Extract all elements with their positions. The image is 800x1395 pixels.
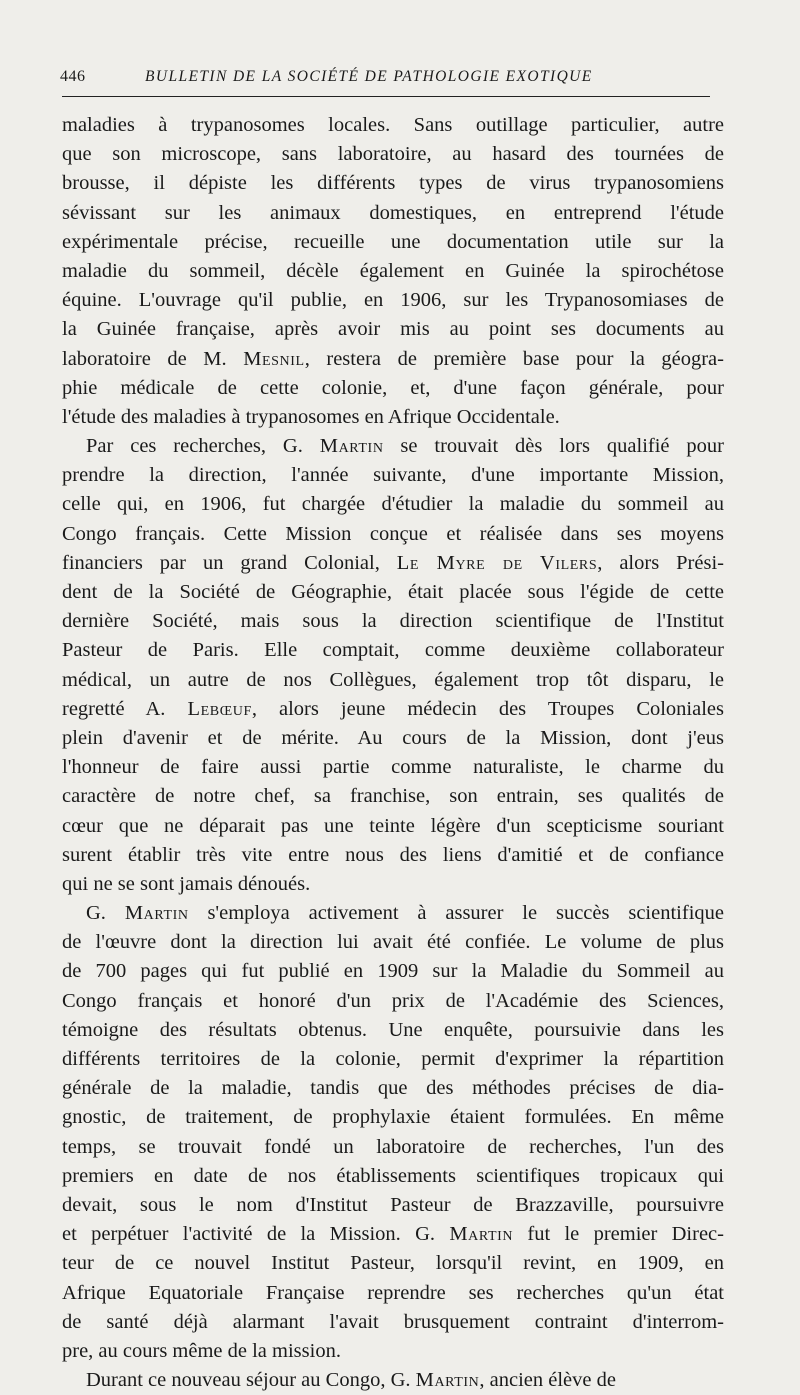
text-line	[62, 140, 724, 169]
small-caps-name: Lebœuf	[187, 697, 252, 720]
text-line	[62, 111, 724, 140]
text-line	[62, 169, 724, 198]
header-rule	[62, 96, 710, 97]
body-text	[62, 111, 724, 1395]
text-line	[62, 870, 724, 899]
text-line	[62, 578, 724, 607]
text-run: maladie du sommeil, décèle également en Guinée la spirochétose	[62, 259, 724, 282]
text-run: Par ces recherches, G.	[86, 435, 320, 458]
text-run: prendre la direction, l'année suivante, d'une importante Mission,	[62, 464, 724, 487]
text-run: , restera de première base pour la géogra-	[304, 347, 724, 370]
text-run: l'honneur de faire aussi partie comme naturaliste, le charme du	[62, 756, 724, 779]
text-line	[62, 432, 724, 461]
text-line	[62, 199, 724, 228]
text-line	[62, 1279, 724, 1308]
text-line	[62, 841, 724, 870]
text-run: fut le premier Direc-	[513, 1223, 724, 1246]
text-line	[62, 899, 724, 928]
text-line	[62, 1308, 724, 1337]
text-run: la Guinée française, après avoir mis au point ses documents au	[62, 318, 724, 341]
text-line	[62, 286, 724, 315]
small-caps-name: Mesnil	[243, 347, 305, 370]
small-caps-name: Martin	[415, 1369, 480, 1392]
text-run: brousse, il dépiste les différents types de virus trypanosomiens	[62, 172, 724, 195]
text-run: devait, sous le nom d'Institut Pasteur de Brazzaville, poursuivre	[62, 1193, 724, 1216]
text-line	[62, 403, 724, 432]
text-run: financiers par un grand Colonial,	[62, 551, 397, 574]
small-caps-name: Martin	[124, 902, 189, 925]
text-run: Afrique Equatoriale Française reprendre ses recherches qu'un état	[62, 1281, 724, 1304]
text-line	[62, 724, 724, 753]
text-line	[62, 782, 724, 811]
text-run: phie médicale de cette colonie, et, d'une façon générale, pour	[62, 376, 724, 399]
text-run: Congo français et honoré d'un prix de l'Académie des Sciences,	[62, 989, 724, 1012]
text-run: plein d'avenir et de mérite. Au cours de la Mission, dont j'eus	[62, 726, 724, 749]
text-run: pre, au cours même de la mission.	[62, 1339, 341, 1362]
text-line	[62, 374, 724, 403]
page-number: 446	[60, 68, 86, 85]
text-line	[62, 812, 724, 841]
text-run: que son microscope, sans laboratoire, au hasard des tournées de	[62, 143, 724, 166]
text-line	[62, 987, 724, 1016]
page-header	[60, 62, 720, 92]
text-line	[62, 1249, 724, 1278]
text-line	[62, 1016, 724, 1045]
small-caps-name: Martin	[319, 435, 384, 458]
text-run: G.	[86, 902, 125, 925]
text-line	[62, 636, 724, 665]
text-line	[62, 345, 724, 374]
text-line	[62, 607, 724, 636]
text-run: dernière Société, mais sous la direction scientifique de l'Institut	[62, 610, 724, 633]
text-run: et perpétuer l'activité de la Mission. G.	[62, 1223, 450, 1246]
text-line	[62, 957, 724, 986]
small-caps-name: Martin	[449, 1223, 514, 1246]
text-run: , alors jeune médecin des Troupes Coloniales	[251, 697, 724, 720]
text-run: de l'œuvre dont la direction lui avait été confiée. Le volume de plus	[62, 931, 724, 954]
text-run: , ancien élève de	[479, 1369, 616, 1392]
text-line	[62, 753, 724, 782]
text-run: qui ne se sont jamais dénoués.	[62, 872, 311, 895]
text-line	[62, 1162, 724, 1191]
text-line	[62, 228, 724, 257]
text-run: Durant ce nouveau séjour au Congo, G.	[86, 1369, 416, 1392]
text-line	[62, 695, 724, 724]
text-run: laboratoire de M.	[62, 347, 244, 370]
text-run: caractère de notre chef, sa franchise, son entrain, ses qualités de	[62, 785, 724, 808]
text-run: sévissant sur les animaux domestiques, en entreprend l'étude	[62, 201, 724, 224]
running-title: BULLETIN DE LA SOCIÉTÉ DE PATHOLOGIE EXOTIQUE	[145, 68, 593, 85]
text-line	[62, 928, 724, 957]
text-run: médical, un autre de nos Collègues, également trop tôt disparu, le	[62, 668, 724, 691]
text-line	[62, 666, 724, 695]
text-run: l'étude des maladies à trypanosomes en Afrique Occidentale.	[62, 405, 560, 428]
text-line	[62, 549, 724, 578]
text-run: générale de la maladie, tandis que des méthodes précises de dia-	[62, 1077, 724, 1100]
text-run: Pasteur de Paris. Elle comptait, comme deuxième collaborateur	[62, 639, 724, 662]
text-run: se trouvait dès lors qualifié pour	[383, 435, 724, 458]
text-line	[62, 1074, 724, 1103]
text-run: de 700 pages qui fut publié en 1909 sur la Maladie du Sommeil au	[62, 960, 724, 983]
text-line	[62, 315, 724, 344]
text-run: témoigne des résultats obtenus. Une enquête, poursuivie dans les	[62, 1018, 724, 1041]
text-run: dent de la Société de Géographie, était placée sous l'égide de cette	[62, 581, 724, 603]
text-run: celle qui, en 1906, fut chargée d'étudier la maladie du sommeil au	[62, 493, 724, 516]
text-run: différents territoires de la colonie, permit d'exprimer la répartition	[62, 1048, 724, 1070]
text-run: équine. L'ouvrage qu'il publie, en 1906, sur les Trypanosomiases de	[62, 289, 724, 312]
text-line	[62, 461, 724, 490]
text-run: temps, se trouvait fondé un laboratoire de recherches, l'un des	[62, 1135, 724, 1158]
text-line	[62, 1045, 724, 1074]
text-line	[62, 1133, 724, 1162]
text-run: cœur que ne déparait pas une teinte légère d'un scepticisme souriant	[62, 814, 724, 837]
text-run: teur de ce nouvel Institut Pasteur, lorsqu'il revint, en 1909, en	[62, 1252, 724, 1275]
text-line	[62, 1103, 724, 1132]
text-run: de santé déjà alarmant l'avait brusquement contraint d'interrom-	[62, 1310, 724, 1333]
text-run: Congo français. Cette Mission conçue et réalisée dans ses moyens	[62, 522, 724, 545]
small-caps-name: Le Myre de Vilers	[396, 551, 598, 574]
text-line	[62, 1337, 724, 1366]
text-run: regretté A.	[62, 697, 188, 720]
text-run: s'employa activement à assurer le succès scientifique	[188, 902, 724, 925]
text-run: surent établir très vite entre nous des liens d'amitié et de confiance	[62, 843, 724, 866]
text-run: gnostic, de traitement, de prophylaxie étaient formulées. En même	[62, 1106, 724, 1129]
text-run: , alors Prési-	[597, 551, 724, 574]
text-line	[62, 1191, 724, 1220]
text-line	[62, 1220, 724, 1249]
text-line	[62, 490, 724, 519]
text-run: premiers en date de nos établissements scientifiques tropicaux qui	[62, 1164, 724, 1187]
text-run: maladies à trypanosomes locales. Sans outillage particulier, autre	[62, 114, 724, 136]
text-line	[62, 520, 724, 549]
text-line	[62, 257, 724, 286]
text-run: expérimentale précise, recueille une documentation utile sur la	[62, 230, 724, 253]
text-line	[62, 1366, 724, 1395]
